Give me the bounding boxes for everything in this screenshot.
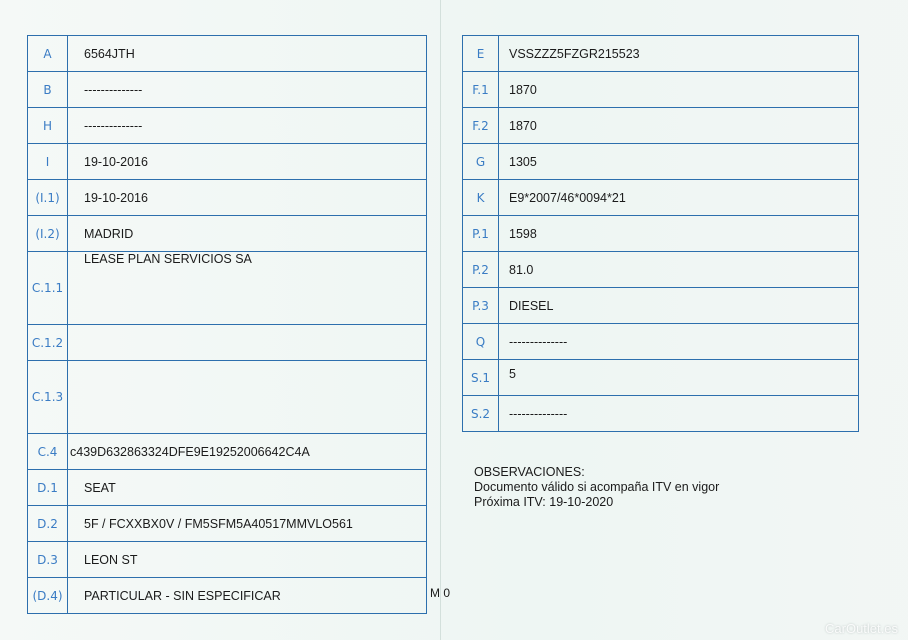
- field-code-e: E: [463, 36, 499, 72]
- field-code-c11: C.1.1: [28, 252, 68, 325]
- page-fold: [440, 0, 441, 640]
- table-row: [28, 108, 427, 144]
- field-value-q: --------------: [499, 324, 859, 360]
- field-value-k: E9*2007/46*0094*21: [499, 180, 859, 216]
- field-code-d3: D.3: [28, 542, 68, 578]
- field-value-i1: 19-10-2016: [68, 180, 427, 216]
- field-code-p3: P.3: [463, 288, 499, 324]
- field-value-s2: --------------: [499, 396, 859, 432]
- field-code-p2: P.2: [463, 252, 499, 288]
- field-value-d1: SEAT: [68, 470, 427, 506]
- left-registration-table: [27, 35, 427, 614]
- field-value-f2: 1870: [499, 108, 859, 144]
- field-value-i: 19-10-2016: [68, 144, 427, 180]
- table-row: [28, 216, 427, 252]
- field-code-a: A: [28, 36, 68, 72]
- field-value-e: VSSZZZ5FZGR215523: [499, 36, 859, 72]
- table-row: [463, 36, 859, 72]
- table-row: [463, 360, 859, 396]
- field-code-s2: S.2: [463, 396, 499, 432]
- observations-block: [474, 465, 719, 510]
- field-value-c12: [68, 325, 427, 361]
- table-row: [463, 288, 859, 324]
- field-code-b: B: [28, 72, 68, 108]
- observations-line-1: Documento válido si acompaña ITV en vigor: [474, 480, 720, 494]
- field-value-b: --------------: [68, 72, 427, 108]
- table-row: [463, 108, 859, 144]
- field-code-k: K: [463, 180, 499, 216]
- watermark: CarOutlet.es: [825, 621, 898, 636]
- field-code-s1: S.1: [463, 360, 499, 396]
- right-registration-table: [462, 35, 859, 432]
- field-value-s1: 5: [499, 360, 859, 396]
- table-row: [28, 578, 427, 614]
- table-row: [28, 36, 427, 72]
- field-code-c4: C.4: [28, 434, 68, 470]
- table-row: [463, 72, 859, 108]
- table-row: [28, 144, 427, 180]
- field-value-d3: LEON ST: [68, 542, 427, 578]
- field-value-h: --------------: [68, 108, 427, 144]
- observations-line-2: Próxima ITV: 19-10-2020: [474, 495, 614, 509]
- field-code-p1: P.1: [463, 216, 499, 252]
- field-code-c13: C.1.3: [28, 361, 68, 434]
- table-row: [463, 252, 859, 288]
- field-code-f1: F.1: [463, 72, 499, 108]
- m0-label: M 0: [430, 586, 451, 600]
- table-row: [28, 542, 427, 578]
- table-row: [28, 361, 427, 434]
- field-code-i2: (I.2): [28, 216, 68, 252]
- field-value-p3: DIESEL: [499, 288, 859, 324]
- table-row: [463, 144, 859, 180]
- field-value-c11: LEASE PLAN SERVICIOS SA: [68, 252, 427, 325]
- field-value-p2: 81.0: [499, 252, 859, 288]
- field-code-d2: D.2: [28, 506, 68, 542]
- field-value-d4: PARTICULAR - SIN ESPECIFICAR: [68, 578, 427, 614]
- table-row: [28, 180, 427, 216]
- field-code-q: Q: [463, 324, 499, 360]
- field-code-h: H: [28, 108, 68, 144]
- table-row: [463, 180, 859, 216]
- table-row: [28, 506, 427, 542]
- table-row: [463, 324, 859, 360]
- table-row: [28, 434, 427, 470]
- field-value-i2: MADRID: [68, 216, 427, 252]
- field-code-g: G: [463, 144, 499, 180]
- table-row: [28, 72, 427, 108]
- field-code-i: I: [28, 144, 68, 180]
- field-value-d2: 5F / FCXXBX0V / FM5SFM5A40517MMVLO561: [68, 506, 427, 542]
- field-value-c13: [68, 361, 427, 434]
- field-code-i1: (I.1): [28, 180, 68, 216]
- table-row: [28, 325, 427, 361]
- table-row: [28, 470, 427, 506]
- field-value-p1: 1598: [499, 216, 859, 252]
- field-value-f1: 1870: [499, 72, 859, 108]
- field-value-a: 6564JTH: [68, 36, 427, 72]
- field-value-c4: c439D632863324DFE9E19252006642C4A: [68, 434, 427, 470]
- field-code-c12: C.1.2: [28, 325, 68, 361]
- field-code-d4: (D.4): [28, 578, 68, 614]
- field-code-f2: F.2: [463, 108, 499, 144]
- table-row: [463, 216, 859, 252]
- field-code-d1: D.1: [28, 470, 68, 506]
- table-row: [28, 252, 427, 325]
- table-row: [463, 396, 859, 432]
- observations-title: OBSERVACIONES:: [474, 465, 585, 479]
- field-value-g: 1305: [499, 144, 859, 180]
